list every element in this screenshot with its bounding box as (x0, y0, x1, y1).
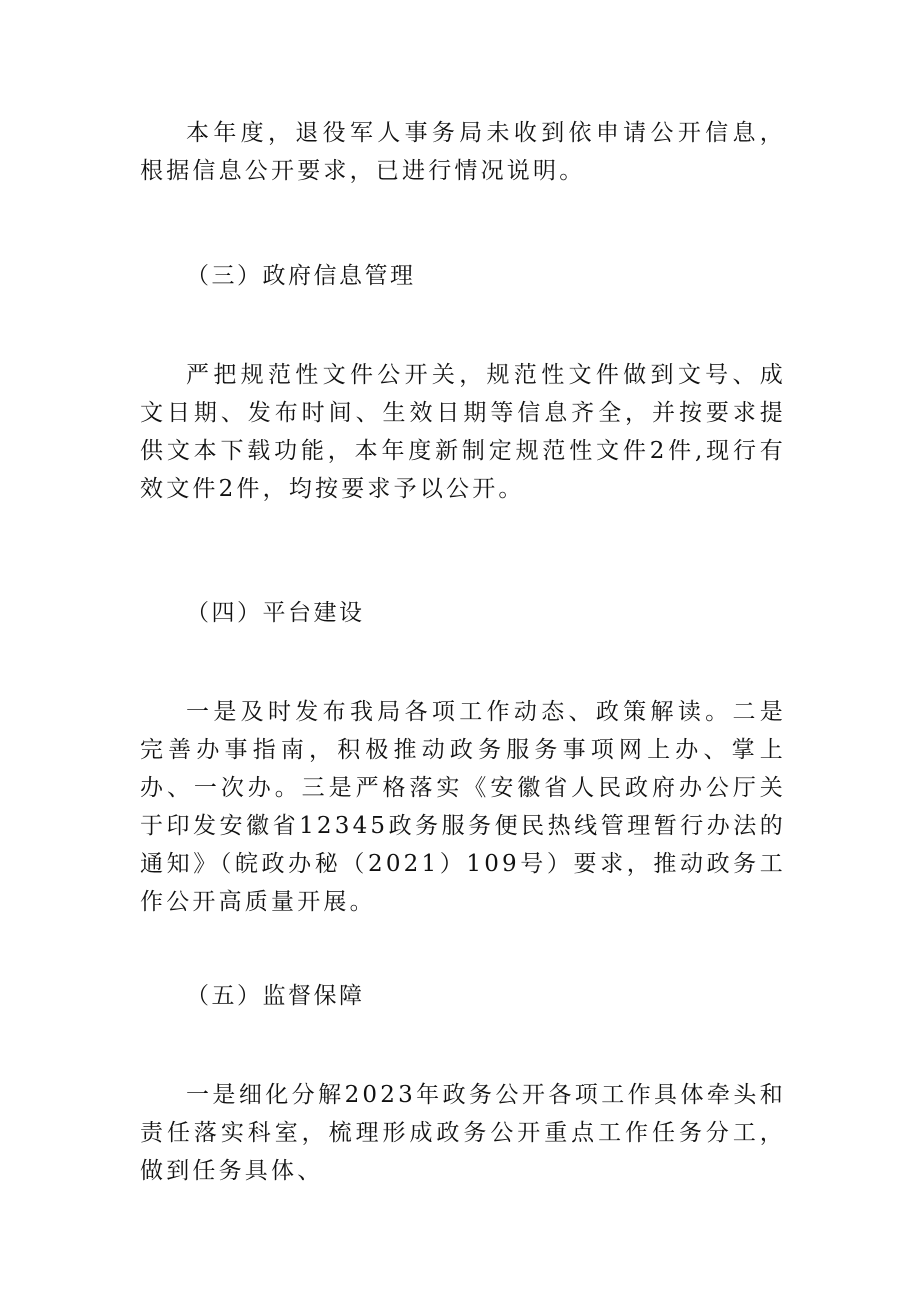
section-heading-info-management: （三）政府信息管理 (186, 263, 416, 289)
paragraph-application-disclosure: 本年度，退役军人事务局未收到依申请公开信息，根据信息公开要求，已进行情况说明。 (140, 120, 786, 184)
paragraph-supervision-guarantee: 一是细化分解2023年政务公开各项工作具体牵头和责任落实科室，梳理形成政务公开重点工作任务分工，做到任务具体、 (140, 1082, 786, 1184)
section-heading-platform: （四）平台建设 (186, 600, 365, 626)
paragraph-platform-construction: 一是及时发布我局各项工作动态、政策解读。二是完善办事指南，积极推动政务服务事项网上办、掌上办、一次办。三是严格落实《安徽省人民政府办公厅关于印发安徽省12345政务服务便民热线管理暂行办法的通知》（皖政办秘（2021）109号）要求，推动政务工作公开高质量开展。 (140, 699, 786, 915)
section-heading-supervision: （五）监督保障 (186, 983, 365, 1009)
paragraph-normative-documents: 严把规范性文件公开关，规范性文件做到文号、成文日期、发布时间、生效日期等信息齐全，并按要求提供文本下载功能，本年度新制定规范性文件2件,现行有效文件2件，均按要求予以公开。 (140, 362, 786, 502)
